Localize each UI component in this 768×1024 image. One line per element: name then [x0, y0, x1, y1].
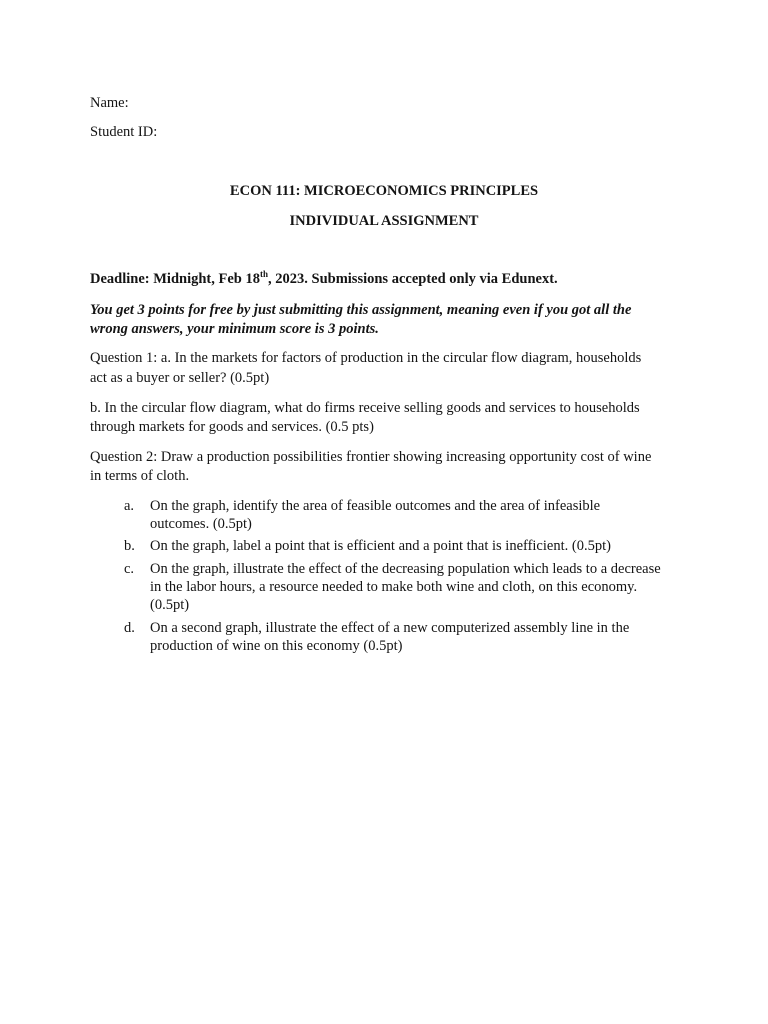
- list-item-c-line-2: in the labor hours, a resource needed to make both wine and cloth, on this economy.: [150, 579, 638, 595]
- list-item-a-line-1: On the graph, identify the area of feasible outcomes and the area of infeasible: [150, 498, 601, 514]
- deadline-superscript: th: [259, 269, 268, 279]
- deadline-line: [90, 270, 690, 289]
- list-marker-c: c.: [124, 561, 135, 577]
- list-item-a-line-2: outcomes. (0.5pt): [150, 516, 252, 532]
- list-item-c-line-3: (0.5pt): [150, 597, 190, 613]
- question2-intro-line-1: Question 2: Draw a production possibilities frontier showing increasing opportunity cost of wine: [90, 449, 652, 465]
- list-marker-b: b.: [124, 538, 135, 554]
- course-title: ECON 111: MICROECONOMICS PRINCIPLES: [229, 183, 539, 199]
- deadline-suffix: , 2023. Submissions accepted only via Edunext.: [268, 271, 558, 287]
- name-label: Name:: [90, 95, 129, 111]
- question1-a-line-2: act as a buyer or seller? (0.5pt): [90, 370, 270, 386]
- question1-a-line-1: Question 1: a. In the markets for factors of production in the circular flow diagram, households: [90, 350, 642, 366]
- student-id-label: Student ID:: [90, 124, 158, 140]
- list-marker-d: d.: [124, 620, 135, 636]
- free-points-line-1: You get 3 points for free by just submitting this assignment, meaning even if you got all the: [90, 302, 632, 318]
- list-marker-a: a.: [124, 498, 135, 514]
- question1-b-line-2: through markets for goods and services. (0.5 pts): [90, 419, 374, 435]
- list-item-d-line-2: production of wine on this economy (0.5pt): [150, 638, 403, 654]
- list-item-b-line-1: On the graph, label a point that is efficient and a point that is inefficient. (0.5pt): [150, 538, 611, 554]
- list-item-d-line-1: On a second graph, illustrate the effect of a new computerized assembly line in the: [150, 620, 630, 636]
- question1-b-line-1: b. In the circular flow diagram, what do firms receive selling goods and services to households: [90, 400, 640, 416]
- free-points-line-2: wrong answers, your minimum score is 3 points.: [90, 321, 379, 337]
- assignment-title: INDIVIDUAL ASSIGNMENT: [289, 213, 479, 229]
- list-item-c-line-1: On the graph, illustrate the effect of the decreasing population which leads to a decrease: [150, 561, 661, 577]
- question2-intro-line-2: in terms of cloth.: [90, 468, 190, 484]
- deadline-prefix: Deadline: Midnight, Feb 18: [90, 271, 260, 287]
